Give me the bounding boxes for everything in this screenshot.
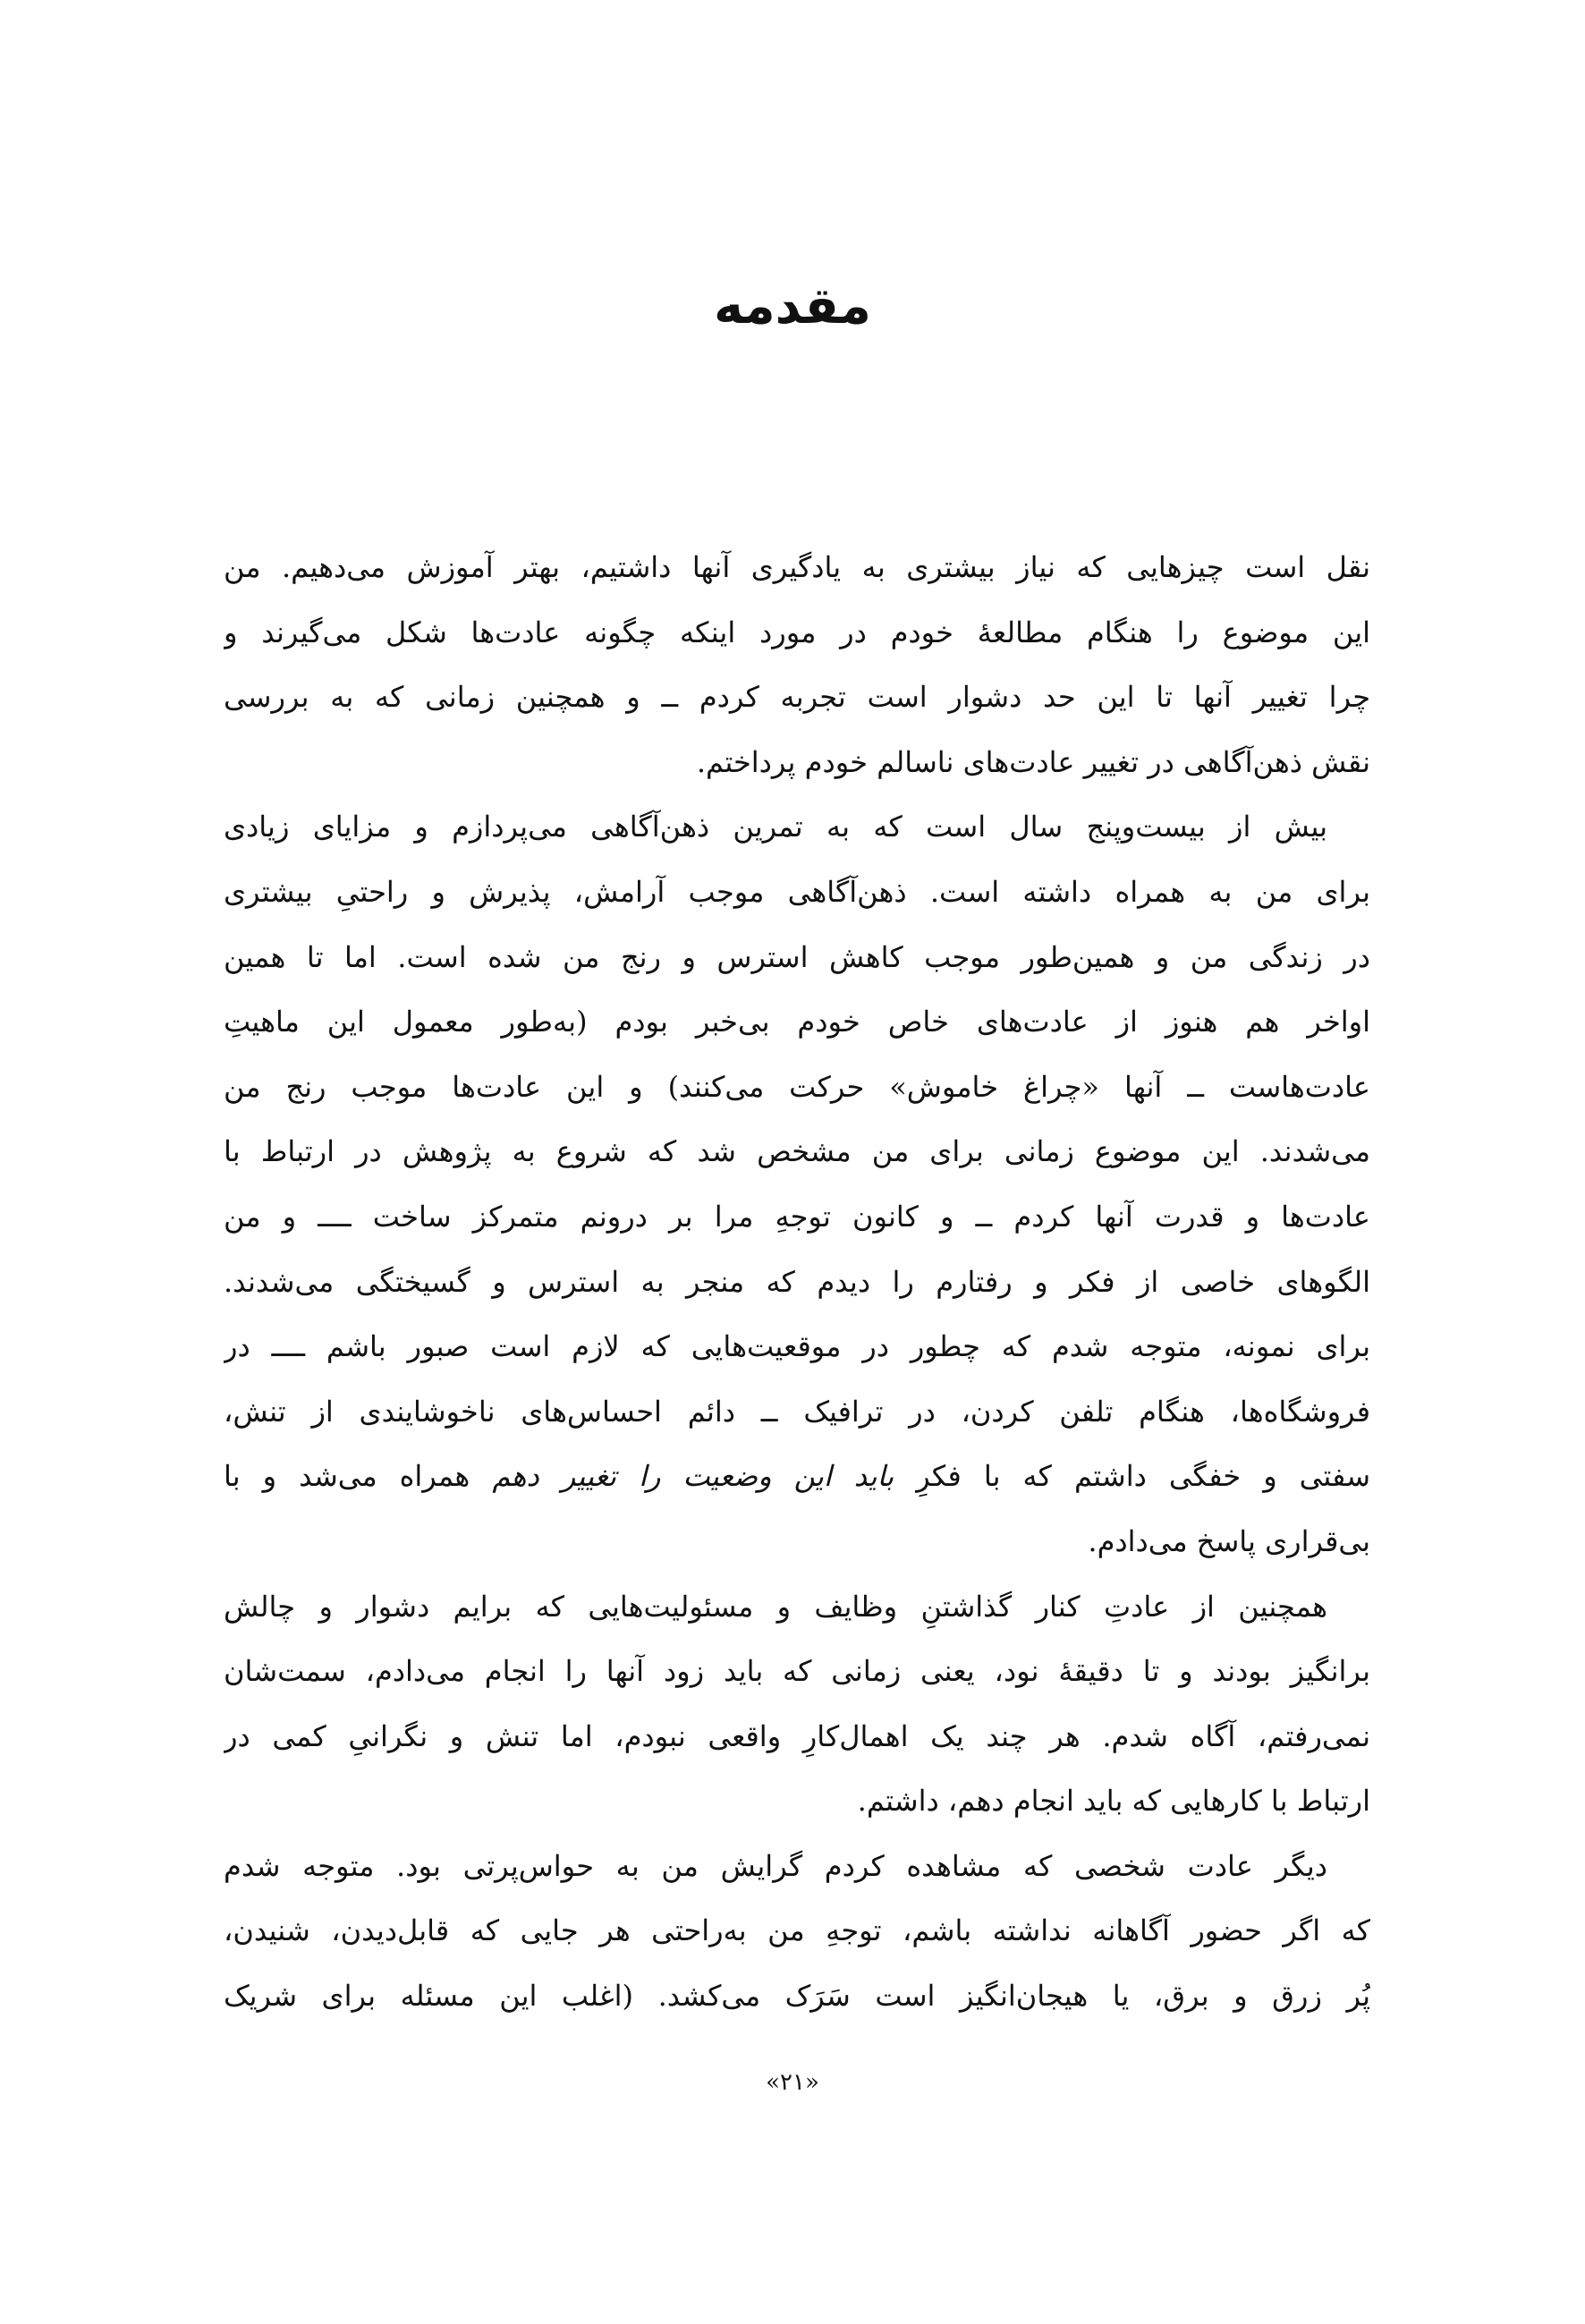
text-line: نقش ذهن‌آگاهی در تغییر عادت‌های ناسالم خودم پرداختم.	[696, 744, 1370, 779]
text-line: می‌شدند. این موضوع زمانی برای من مشخص شد که شروع به پژوهش در ارتباط با	[224, 1134, 1370, 1169]
text-line: برای من به همراه داشته است. ذهن‌آگاهی موجب آرامش، پذیرش و راحتیِ بیشتری	[224, 874, 1370, 909]
text-line: دیگر عادت شخصی که مشاهده کردم گرایش من به حواس‌پرتی بود. متوجه شدم	[224, 1848, 1327, 1883]
body-text	[224, 535, 1370, 2029]
text-line: برای نمونه، متوجه شدم که چطور در موقعیت‌هایی که لازم است صبور باشم ــــ در	[224, 1329, 1370, 1364]
text-line: اواخر هم هنوز از عادت‌های خاص خودم بی‌خبر بودم (به‌طور معمول این ماهیتِ	[224, 1005, 1370, 1039]
text-line: برانگیز بودند و تا دقیقهٔ نود، یعنی زمانی که باید زود آنها را انجام می‌دادم، سمت‌شان	[224, 1654, 1370, 1689]
paragraph-3	[224, 1574, 1370, 1834]
italic-text-run: باید این وضعیت را تغییر دهم	[492, 1459, 894, 1494]
text-line: عادت‌ها و قدرت آنها کردم ــ و کانون توجهِ مرا بر درونم متمرکز ساخت ــــ و من	[224, 1199, 1370, 1234]
paragraph-2	[224, 794, 1370, 1573]
paragraph-4	[224, 1834, 1370, 2029]
text-line: که اگر حضور آگاهانه نداشته باشم، توجهِ من به‌راحتی هر جایی که قابل‌دیدن، شنیدن،	[224, 1913, 1370, 1948]
text-line: در زندگی من و همین‌طور موجب کاهش استرس و رنج من شده است. اما تا همین	[224, 939, 1370, 974]
text-line: پُر زرق و برق، یا هیجان‌انگیز است سَرَک می‌کشد. (اغلب این مسئله برای شریک	[224, 1979, 1370, 2014]
text-run: همراه می‌شد و با	[224, 1459, 493, 1494]
paragraph-1	[224, 535, 1370, 794]
text-line: بیش از بیست‌وپنج سال است که به تمرین ذهن‌آگاهی می‌پردازم و مزایای زیادی	[224, 810, 1327, 844]
text-line: همچنین از عادتِ کنار گذاشتنِ وظایف و مسئولیت‌هایی که برایم دشوار و چالش	[224, 1589, 1327, 1624]
text-line: این موضوع را هنگام مطالعهٔ خودم در مورد اینکه چگونه عادت‌ها شکل می‌گیرند و	[224, 615, 1370, 649]
text-run: سفتی و خفگی داشتم که با فکرِ	[894, 1459, 1370, 1494]
text-line: عادت‌هاست ــ آنها «چراغ خاموش» حرکت می‌کنند) و این عادت‌ها موجب رنج من	[224, 1069, 1370, 1104]
text-line: چرا تغییر آنها تا این حد دشوار است تجربه کردم ــ و همچنین زمانی که به بررسی	[224, 680, 1370, 715]
page-number: «۲۱»	[766, 2069, 819, 2096]
chapter-title: مقدمه	[714, 277, 871, 335]
text-line: فروشگاه‌ها، هنگام تلفن کردن، در ترافیک ــ دائم احساس‌های ناخوشایندی از تنش،	[224, 1394, 1370, 1429]
text-line-with-italic	[224, 1444, 1370, 1509]
text-line: نمی‌رفتم، آگاه شدم. هر چند یک اهمال‌کارِ واقعی نبودم، اما تنش و نگرانیِ کمی در	[224, 1718, 1370, 1753]
text-line: نقل است چیزهایی که نیاز بیشتری به یادگیری آنها داشتیم، بهتر آموزش می‌دهیم. من	[224, 550, 1370, 584]
text-line: بی‌قراری پاسخ می‌دادم.	[1088, 1523, 1370, 1558]
text-line: الگوهای خاصی از فکر و رفتارم را دیدم که منجر به استرس و گسیختگی می‌شدند.	[224, 1264, 1370, 1299]
text-line: ارتباط با کارهایی که باید انجام دهم، داشتم.	[857, 1784, 1370, 1819]
